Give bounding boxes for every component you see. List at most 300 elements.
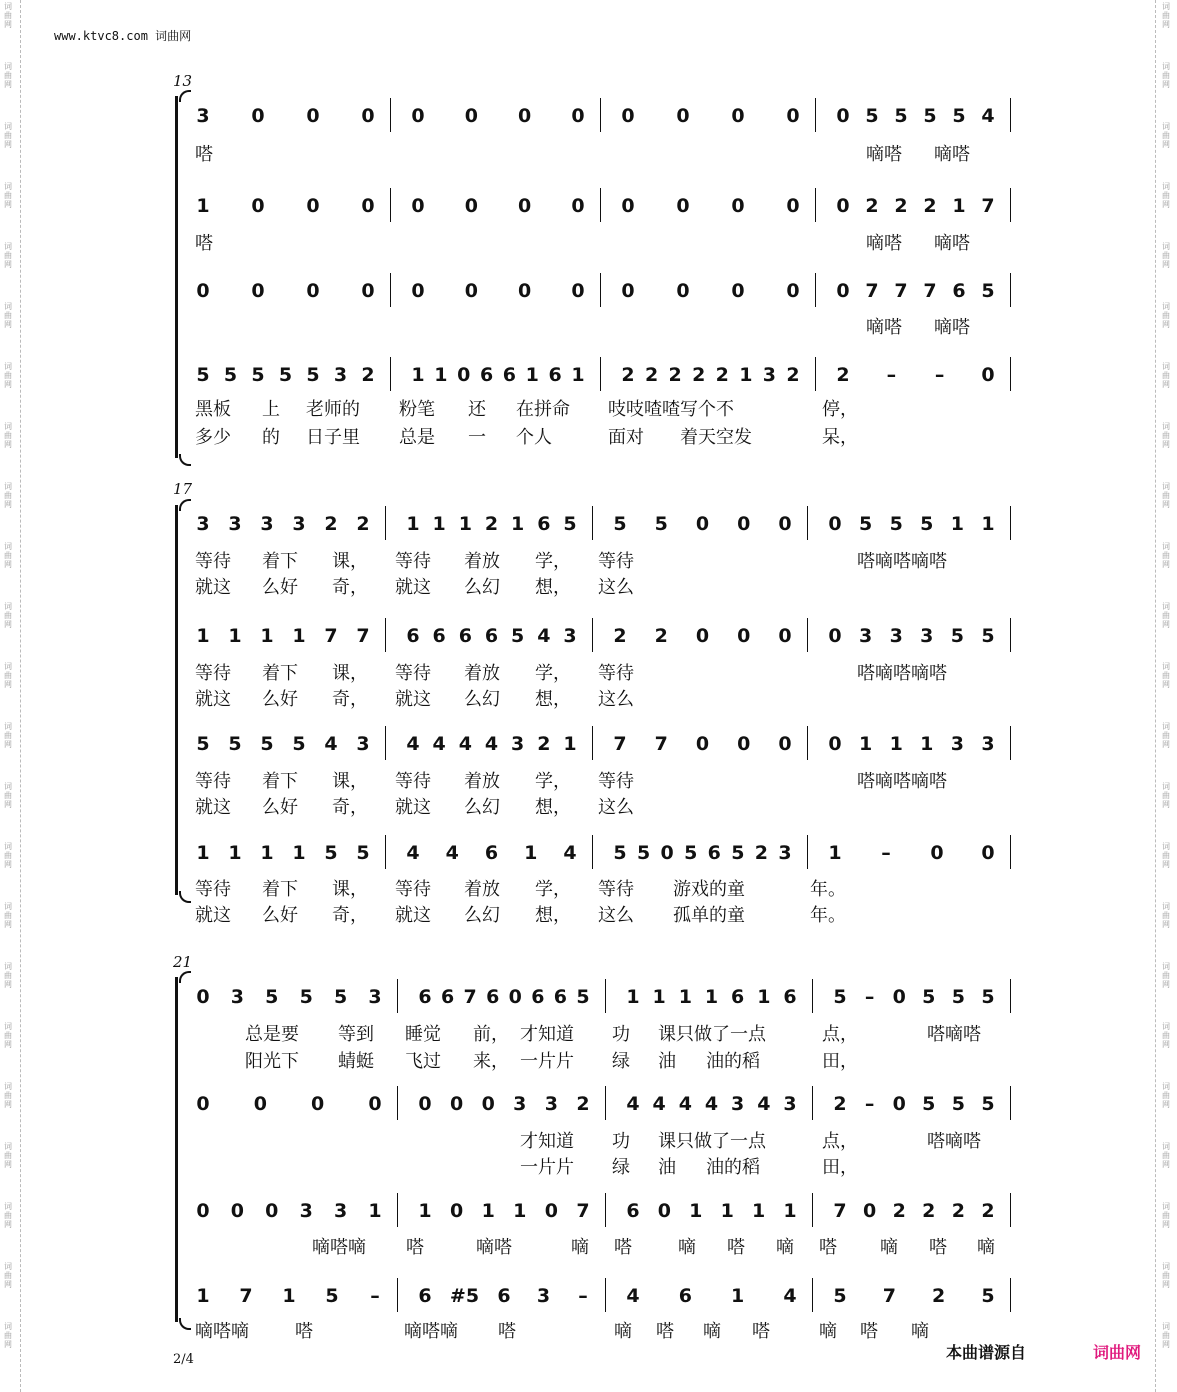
lyric-word: 等待 xyxy=(195,663,231,684)
jianpu-note: 3 xyxy=(513,1093,527,1115)
barline xyxy=(812,1278,813,1312)
barline xyxy=(397,979,398,1013)
lyric-word: 一片片 xyxy=(520,1051,574,1072)
jianpu-note: 5 xyxy=(654,513,668,535)
jianpu-note: 0 xyxy=(518,195,532,217)
lyric-word: 一 xyxy=(468,427,486,448)
barline xyxy=(600,357,601,391)
jianpu-note: 1 xyxy=(704,986,719,1008)
watermark-text: 词 曲 网 xyxy=(1162,122,1170,149)
jianpu-note: 5 xyxy=(950,625,965,647)
jianpu-note: 5 xyxy=(981,280,995,302)
jianpu-note: 0 xyxy=(464,105,478,127)
lyric-word: 嗒 xyxy=(295,1321,313,1342)
jianpu-note: 0 xyxy=(196,986,210,1008)
jianpu-note: 5 xyxy=(981,625,995,647)
jianpu-note: 6 xyxy=(707,842,721,864)
jianpu-note: 2 xyxy=(923,195,937,217)
lyric-word: 嘀 xyxy=(911,1321,929,1342)
jianpu-note: 2 xyxy=(833,1093,847,1115)
lyric-word: 这么 xyxy=(598,797,634,818)
jianpu-note: 6 xyxy=(432,625,446,647)
lyric-word: 课， xyxy=(332,879,368,900)
watermark-text: 词 曲 网 xyxy=(1162,1082,1170,1109)
jianpu-note: 4 xyxy=(626,1285,640,1307)
jianpu-note: 0 xyxy=(786,195,800,217)
jianpu-note: 4 xyxy=(537,625,551,647)
lyric-word: 嘀嗒 xyxy=(866,233,902,254)
lyric-word: 等待 xyxy=(598,551,634,572)
jianpu-note: 5 xyxy=(306,364,320,386)
lyric-word: 想， xyxy=(535,577,571,598)
bracket-hook xyxy=(179,90,191,102)
lyric-word: 就这 xyxy=(395,577,431,598)
jianpu-note: 5 xyxy=(833,986,847,1008)
watermark-text: 词 曲 网 xyxy=(4,1262,12,1289)
jianpu-note: 1 xyxy=(757,986,771,1008)
lyric-word: 这么 xyxy=(598,905,634,926)
lyric-word: 等到 xyxy=(338,1024,374,1045)
jianpu-note: 1 xyxy=(524,842,538,864)
watermark-text: 词 曲 网 xyxy=(1162,1202,1170,1229)
jianpu-note: 5 xyxy=(981,1285,995,1307)
lyric-word: 着放 xyxy=(464,771,500,792)
jianpu-note: 5 xyxy=(636,842,651,864)
jianpu-note: 3 xyxy=(920,625,934,647)
barline xyxy=(385,506,386,540)
jianpu-note: 6 xyxy=(783,986,797,1008)
watermark-text: 词 曲 网 xyxy=(1162,362,1170,389)
barline xyxy=(1010,1278,1011,1312)
watermark-text: 词 曲 网 xyxy=(1162,1322,1170,1349)
lyric-word: 就这 xyxy=(195,905,231,926)
jianpu-note: 5 xyxy=(613,842,627,864)
jianpu-note: 2 xyxy=(981,1200,995,1222)
jianpu-note: 3 xyxy=(563,625,577,647)
jianpu-note: 3 xyxy=(196,513,210,535)
lyric-word: 总是要 xyxy=(245,1024,299,1045)
lyric-word: 老师的 xyxy=(306,399,360,420)
barline xyxy=(600,273,601,307)
lyric-word: 田， xyxy=(822,1051,858,1072)
lyric-word: 嘀嗒 xyxy=(476,1237,512,1258)
jianpu-note: 0 xyxy=(311,1093,325,1115)
jianpu-note: 3 xyxy=(333,364,348,386)
lyric-word: 等待 xyxy=(195,879,231,900)
jianpu-note: 5 xyxy=(981,986,995,1008)
lyric-word: 才知道 xyxy=(520,1131,574,1152)
jianpu-note: 0 xyxy=(737,733,751,755)
source-name: 词曲网 xyxy=(1093,1343,1142,1362)
jianpu-note: 0 xyxy=(253,1093,267,1115)
lyric-word: 嗒 xyxy=(195,233,213,254)
watermark-text: 词 曲 网 xyxy=(1162,1142,1170,1169)
lyric-word: 多少 xyxy=(195,427,231,448)
jianpu-note: 3 xyxy=(356,733,370,755)
jianpu-note: 1 xyxy=(858,733,873,755)
lyric-word: 睡觉 xyxy=(405,1024,441,1045)
jianpu-note: 0 xyxy=(411,105,425,127)
jianpu-note: 0 xyxy=(778,625,792,647)
lyric-word: 着天空发 xyxy=(680,427,752,448)
jianpu-note: 0 xyxy=(251,195,265,217)
jianpu-note: 0 xyxy=(737,625,751,647)
lyric-word: 在拼命 xyxy=(516,399,570,420)
watermark-text: 词 曲 网 xyxy=(1162,902,1170,929)
jianpu-note: 2 xyxy=(951,1200,966,1222)
lyric-word: 嗒 xyxy=(752,1321,770,1342)
jianpu-note: 1 xyxy=(952,195,966,217)
jianpu-note: 5 xyxy=(684,842,698,864)
barline xyxy=(605,1193,606,1227)
lyric-word: 上 xyxy=(262,399,280,420)
lyric-word: 就这 xyxy=(395,905,431,926)
jianpu-note: 3 xyxy=(783,1093,797,1115)
jianpu-note: 0 xyxy=(361,195,375,217)
jianpu-note: 1 xyxy=(626,986,640,1008)
lyric-word: 课只做了一点 xyxy=(658,1024,766,1045)
bracket-hook xyxy=(179,1318,191,1330)
jianpu-note: 3 xyxy=(536,1285,551,1307)
jianpu-note: 4 xyxy=(406,733,420,755)
jianpu-note: 0 xyxy=(676,105,690,127)
jianpu-note: 7 xyxy=(981,195,995,217)
lyric-word: 么幻 xyxy=(464,577,500,598)
jianpu-note: 5 xyxy=(920,513,934,535)
watermark-text: 词 曲 网 xyxy=(4,842,12,869)
jianpu-note: 2 xyxy=(836,364,850,386)
jianpu-note: 2 xyxy=(537,733,551,755)
lyric-word: 学， xyxy=(535,879,571,900)
lyric-word: 田， xyxy=(822,1157,858,1178)
lyric-word: 等待 xyxy=(598,771,634,792)
lyric-word: 蜻蜓 xyxy=(338,1051,374,1072)
jianpu-note: 3 xyxy=(858,625,873,647)
jianpu-note: 5 xyxy=(576,986,590,1008)
jianpu-note: 0 xyxy=(368,1093,382,1115)
jianpu-note: 3 xyxy=(981,733,995,755)
jianpu-note: 3 xyxy=(368,986,382,1008)
lyric-word: 等待 xyxy=(395,663,431,684)
jianpu-note: 0 xyxy=(828,625,842,647)
jianpu-note: 2 xyxy=(613,625,627,647)
lyric-word: 等待 xyxy=(395,551,431,572)
watermark-text: 词 曲 网 xyxy=(1162,482,1170,509)
jianpu-note: 2 xyxy=(715,364,729,386)
lyric-word: 就这 xyxy=(195,577,231,598)
watermark-text: 词 曲 网 xyxy=(4,422,12,449)
jianpu-note: 0 xyxy=(306,280,320,302)
jianpu-note: 0 xyxy=(481,1093,495,1115)
jianpu-note: 5 xyxy=(952,105,966,127)
lyric-word: 着下 xyxy=(262,663,298,684)
lyric-word: 功 xyxy=(612,1131,630,1152)
jianpu-note: 0 xyxy=(981,364,995,386)
barline xyxy=(1010,1086,1011,1120)
jianpu-note: 3 xyxy=(228,513,242,535)
system-bracket xyxy=(175,977,182,1322)
lyric-word: 课， xyxy=(332,551,368,572)
jianpu-note: 5 xyxy=(922,986,936,1008)
jianpu-note: 6 xyxy=(486,986,500,1008)
jianpu-note: 3 xyxy=(950,733,965,755)
lyric-word: 嗒嘀嗒 xyxy=(927,1024,981,1045)
jianpu-note: 3 xyxy=(260,513,274,535)
jianpu-note: 5 xyxy=(865,105,879,127)
barline xyxy=(1010,1193,1011,1227)
jianpu-note: 0 xyxy=(449,1093,464,1115)
jianpu-note: 7 xyxy=(239,1285,253,1307)
lyric-word: 嗒 xyxy=(656,1321,674,1342)
lyric-word: 着放 xyxy=(464,879,500,900)
jianpu-note: 1 xyxy=(458,513,472,535)
jianpu-note: – xyxy=(886,364,897,386)
barline xyxy=(1010,98,1011,132)
lyric-word: 想， xyxy=(535,905,571,926)
jianpu-note: 1 xyxy=(228,842,242,864)
watermark-text: 词 曲 网 xyxy=(4,1142,12,1169)
watermark-text: 词 曲 网 xyxy=(1162,1022,1170,1049)
jianpu-note: 0 xyxy=(621,195,635,217)
jianpu-note: 2 xyxy=(922,1200,936,1222)
jianpu-note: 0 xyxy=(464,280,478,302)
lyric-word: 着下 xyxy=(262,879,298,900)
lyric-word: 油的稻 xyxy=(706,1157,760,1178)
lyric-word: 着下 xyxy=(262,551,298,572)
barline xyxy=(390,98,391,132)
jianpu-note: 0 xyxy=(411,280,425,302)
lyric-word: 嗒嘀嗒嘀嗒 xyxy=(857,771,947,792)
jianpu-note: 0 xyxy=(786,105,800,127)
jianpu-note: 1 xyxy=(434,364,448,386)
lyric-word: 嘀嗒 xyxy=(866,317,902,338)
lyric-word: 这么 xyxy=(598,577,634,598)
jianpu-note: 0 xyxy=(892,1093,906,1115)
lyric-word: 嗒 xyxy=(614,1237,632,1258)
jianpu-note: 0 xyxy=(508,986,522,1008)
jianpu-note: 1 xyxy=(292,625,306,647)
lyric-word: 嗒 xyxy=(727,1237,745,1258)
jianpu-note: 3 xyxy=(889,625,903,647)
jianpu-note: 0 xyxy=(196,1200,210,1222)
lyric-word: 嗒 xyxy=(406,1237,424,1258)
barline xyxy=(807,618,808,652)
jianpu-note: 0 xyxy=(695,733,710,755)
jianpu-note: 1 xyxy=(751,1200,766,1222)
jianpu-note: 0 xyxy=(695,625,710,647)
jianpu-note: 0 xyxy=(418,1093,432,1115)
measure-number: 17 xyxy=(173,480,193,498)
jianpu-note: 6 xyxy=(537,513,551,535)
jianpu-note: 5 xyxy=(951,986,966,1008)
jianpu-note: 7 xyxy=(882,1285,896,1307)
jianpu-note: 5 xyxy=(196,733,210,755)
lyric-word: 面对 xyxy=(608,427,644,448)
watermark-text: 词 曲 网 xyxy=(4,362,12,389)
jianpu-note: 7 xyxy=(865,280,879,302)
lyric-word: 的 xyxy=(262,427,280,448)
jianpu-note: 5 xyxy=(858,513,873,535)
jianpu-note: 0 xyxy=(518,105,532,127)
watermark-text: 词 曲 网 xyxy=(4,722,12,749)
lyric-word: 就这 xyxy=(395,689,431,710)
jianpu-note: 0 xyxy=(196,280,210,302)
watermark-text: 词 曲 网 xyxy=(1162,662,1170,689)
jianpu-note: 2 xyxy=(932,1285,946,1307)
lyric-word: 年。 xyxy=(810,905,846,926)
watermark-text: 词 曲 网 xyxy=(1162,722,1170,749)
jianpu-note: 3 xyxy=(299,1200,313,1222)
jianpu-note: 2 xyxy=(644,364,659,386)
jianpu-note: 5 xyxy=(325,1285,339,1307)
jianpu-note: – xyxy=(864,1093,875,1115)
barline xyxy=(812,1086,813,1120)
watermark-text: 词 曲 网 xyxy=(4,1022,12,1049)
jianpu-note: 4 xyxy=(783,1285,797,1307)
jianpu-note: – xyxy=(864,986,875,1008)
jianpu-note: 4 xyxy=(981,105,995,127)
jianpu-note: 5 xyxy=(356,842,370,864)
watermark-text: 词 曲 网 xyxy=(4,1322,12,1349)
jianpu-note: 0 xyxy=(676,195,690,217)
watermark-text: 词 曲 网 xyxy=(4,1202,12,1229)
jianpu-note: 1 xyxy=(981,513,995,535)
barline xyxy=(385,835,386,869)
lyric-word: 嘀嗒 xyxy=(934,144,970,165)
bracket-hook xyxy=(179,971,191,983)
jianpu-note: 5 xyxy=(613,513,627,535)
jianpu-note: 5 xyxy=(731,842,745,864)
barline xyxy=(1010,273,1011,307)
watermark-text: 词 曲 网 xyxy=(4,182,12,209)
jianpu-note: 6 xyxy=(626,1200,640,1222)
lyric-word: 嘀嗒 xyxy=(934,317,970,338)
lyric-word: 前， xyxy=(473,1024,509,1045)
jianpu-note: 1 xyxy=(511,513,525,535)
watermark-text: 词 曲 网 xyxy=(1162,242,1170,269)
jianpu-note: 5 xyxy=(228,733,242,755)
barline xyxy=(592,726,593,760)
jianpu-note: 1 xyxy=(196,625,210,647)
lyric-word: 么好 xyxy=(262,577,298,598)
jianpu-note: 0 xyxy=(361,105,375,127)
lyric-word: 就这 xyxy=(195,797,231,818)
jianpu-note: 2 xyxy=(361,364,375,386)
jianpu-note: 0 xyxy=(786,280,800,302)
jianpu-note: 7 xyxy=(923,280,937,302)
jianpu-note: 1 xyxy=(571,364,585,386)
jianpu-note: 2 xyxy=(576,1093,590,1115)
lyric-word: 课， xyxy=(332,663,368,684)
barline xyxy=(815,273,816,307)
watermark-text: 词 曲 网 xyxy=(4,602,12,629)
barline xyxy=(397,1278,398,1312)
jianpu-note: 0 xyxy=(621,105,635,127)
watermark-text: 词 曲 网 xyxy=(1162,302,1170,329)
lyric-word: 嗒 xyxy=(819,1237,837,1258)
jianpu-note: 1 xyxy=(525,364,539,386)
jianpu-note: 3 xyxy=(196,105,210,127)
jianpu-note: 2 xyxy=(356,513,370,535)
watermark-text: 词 曲 网 xyxy=(4,662,12,689)
jianpu-note: 4 xyxy=(324,733,338,755)
barline xyxy=(807,835,808,869)
lyric-word: 想， xyxy=(535,797,571,818)
lyric-word: 黑板 xyxy=(195,399,231,420)
jianpu-note: 1 xyxy=(228,625,242,647)
lyric-word: 着放 xyxy=(464,551,500,572)
barline xyxy=(807,506,808,540)
barline xyxy=(605,1278,606,1312)
lyric-word: 嗒 xyxy=(860,1321,878,1342)
barline xyxy=(1010,726,1011,760)
jianpu-note: 0 xyxy=(306,195,320,217)
jianpu-note: 4 xyxy=(458,733,472,755)
jianpu-note: 3 xyxy=(333,1200,348,1222)
lyric-word: 等待 xyxy=(395,771,431,792)
lyric-word: 等待 xyxy=(195,771,231,792)
lyric-word: 奇， xyxy=(332,689,368,710)
jianpu-note: 0 xyxy=(981,842,995,864)
jianpu-note: 2 xyxy=(484,513,499,535)
jianpu-note: 3 xyxy=(292,513,306,535)
jianpu-note: 6 xyxy=(497,1285,511,1307)
barline xyxy=(390,357,391,391)
lyric-word: 孤单的童 xyxy=(673,905,745,926)
jianpu-note: 0 xyxy=(265,1200,279,1222)
bracket-hook xyxy=(179,454,191,466)
jianpu-note: 0 xyxy=(251,280,265,302)
lyric-word: 飞过 xyxy=(405,1051,441,1072)
lyric-word: 么幻 xyxy=(464,797,500,818)
lyric-word: 嘀 xyxy=(880,1237,898,1258)
jianpu-note: 0 xyxy=(836,280,850,302)
jianpu-note: 6 xyxy=(484,842,499,864)
jianpu-note: 0 xyxy=(930,842,944,864)
lyric-word: 嘀 xyxy=(977,1237,995,1258)
jianpu-note: 4 xyxy=(432,733,446,755)
jianpu-note: 0 xyxy=(251,105,265,127)
lyric-word: 绿 xyxy=(612,1051,630,1072)
jianpu-note: 0 xyxy=(361,280,375,302)
watermark-text: 词 曲 网 xyxy=(4,122,12,149)
barline xyxy=(605,979,606,1013)
jianpu-note: 6 xyxy=(418,1285,432,1307)
jianpu-note: 1 xyxy=(368,1200,382,1222)
jianpu-note: 6 xyxy=(548,364,562,386)
jianpu-note: 1 xyxy=(418,1200,432,1222)
jianpu-note: 4 xyxy=(757,1093,771,1115)
jianpu-note: 3 xyxy=(544,1093,559,1115)
jianpu-note: 2 xyxy=(865,195,879,217)
jianpu-note: 7 xyxy=(324,625,338,647)
lyric-word: 奇， xyxy=(332,577,368,598)
lyric-word: 么幻 xyxy=(464,689,500,710)
jianpu-note: 0 xyxy=(695,513,710,535)
jianpu-note: – xyxy=(934,364,945,386)
barline xyxy=(1010,979,1011,1013)
barline xyxy=(397,1193,398,1227)
jianpu-note: 2 xyxy=(692,364,706,386)
barline xyxy=(385,618,386,652)
lyric-word: 嘀嗒嘀 xyxy=(195,1321,249,1342)
jianpu-note: 0 xyxy=(660,842,674,864)
jianpu-note: 0 xyxy=(230,1200,245,1222)
barline xyxy=(812,979,813,1013)
watermark-text: 词 曲 网 xyxy=(1162,542,1170,569)
jianpu-note: 1 xyxy=(196,1285,210,1307)
jianpu-note: 1 xyxy=(652,986,666,1008)
